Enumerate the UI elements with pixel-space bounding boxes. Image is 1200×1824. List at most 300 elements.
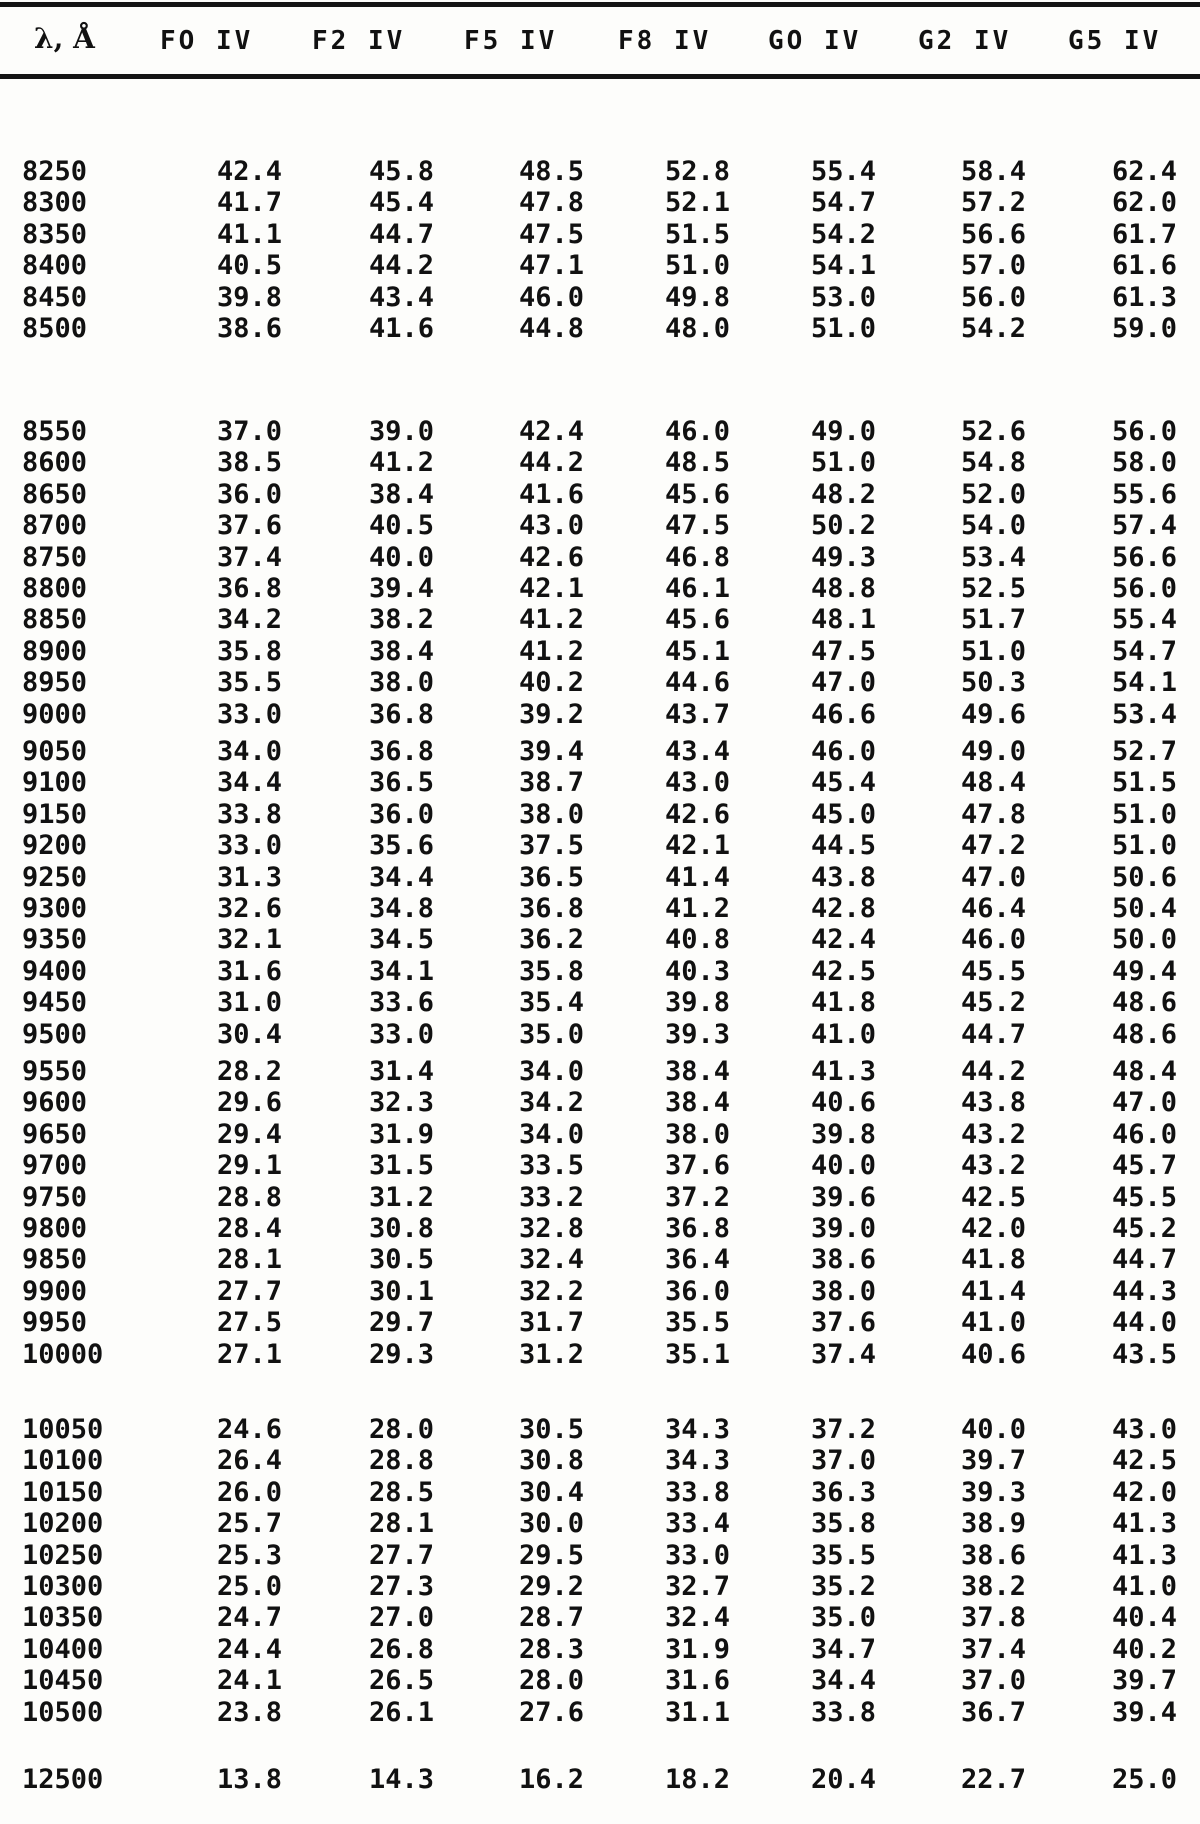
value-cell: 59.0 — [1111, 313, 1177, 344]
wavelength-cell: 10100 — [22, 1445, 104, 1477]
value-cell: 32.4 — [664, 1602, 730, 1634]
value-cell: 41.6 — [518, 478, 584, 510]
value-cell: 28.0 — [518, 1665, 584, 1697]
value-cell: 43.0 — [1111, 1414, 1177, 1445]
value-cell: 41.2 — [368, 447, 434, 479]
value-cell: 41.3 — [1111, 1508, 1177, 1540]
value-cell: 37.0 — [960, 1665, 1026, 1697]
value-cell: 29.1 — [216, 1150, 282, 1182]
table-row — [0, 1244, 1200, 1275]
value-cell: 31.9 — [368, 1118, 434, 1150]
value-cell: 46.6 — [810, 698, 876, 730]
value-cell: 42.1 — [518, 573, 584, 604]
value-cell: 37.5 — [518, 830, 584, 862]
value-cell: 41.4 — [664, 861, 730, 893]
value-cell: 44.8 — [518, 313, 584, 344]
value-cell: 33.0 — [216, 698, 282, 730]
header-wavelength: λ, Å — [34, 22, 95, 55]
header-f8-iv: F8 IV — [618, 26, 712, 56]
wavelength-cell: 9550 — [22, 1056, 88, 1087]
value-cell: 41.3 — [810, 1056, 876, 1087]
table-row — [0, 799, 1200, 830]
header-g5-iv: G5 IV — [1068, 26, 1162, 56]
value-cell: 34.4 — [368, 861, 434, 893]
value-cell: 31.6 — [216, 955, 282, 987]
wavelength-cell: 8600 — [22, 447, 88, 479]
value-cell: 47.0 — [960, 861, 1026, 893]
wavelength-cell: 9300 — [22, 893, 88, 924]
value-cell: 27.6 — [518, 1696, 584, 1728]
value-cell: 28.0 — [368, 1414, 434, 1445]
header-f0-iv: FO IV — [160, 26, 254, 56]
value-cell: 52.5 — [960, 573, 1026, 604]
value-cell: 25.0 — [216, 1571, 282, 1602]
value-cell: 47.2 — [960, 830, 1026, 862]
value-cell: 33.0 — [216, 830, 282, 862]
value-cell: 28.2 — [216, 1056, 282, 1087]
value-cell: 43.0 — [518, 510, 584, 542]
value-cell: 39.8 — [810, 1118, 876, 1150]
value-cell: 31.0 — [216, 987, 282, 1019]
value-cell: 54.2 — [810, 218, 876, 250]
value-cell: 25.7 — [216, 1508, 282, 1540]
value-cell: 30.8 — [368, 1213, 434, 1244]
wavelength-cell: 10500 — [22, 1696, 104, 1728]
value-cell: 41.8 — [810, 987, 876, 1019]
wavelength-cell: 9650 — [22, 1118, 88, 1150]
value-cell: 29.2 — [518, 1571, 584, 1602]
value-cell: 35.6 — [368, 830, 434, 862]
value-cell: 44.0 — [1111, 1307, 1177, 1339]
value-cell: 42.8 — [810, 893, 876, 924]
table-row — [0, 250, 1200, 281]
value-cell: 33.2 — [518, 1181, 584, 1213]
table-row — [0, 282, 1200, 313]
value-cell: 42.1 — [664, 830, 730, 862]
value-cell: 50.4 — [1111, 893, 1177, 924]
value-cell: 42.5 — [1111, 1445, 1177, 1477]
table-row — [0, 1602, 1200, 1633]
value-cell: 38.4 — [368, 478, 434, 510]
value-cell: 13.8 — [216, 1764, 282, 1795]
wavelength-cell: 10150 — [22, 1476, 104, 1508]
table-row — [0, 1540, 1200, 1571]
table-row — [0, 1571, 1200, 1602]
value-cell: 30.4 — [216, 1018, 282, 1050]
wavelength-cell: 9800 — [22, 1213, 88, 1244]
value-cell: 50.3 — [960, 667, 1026, 699]
value-cell: 37.2 — [664, 1181, 730, 1213]
value-cell: 34.2 — [216, 604, 282, 636]
value-cell: 35.8 — [518, 955, 584, 987]
value-cell: 50.0 — [1111, 924, 1177, 956]
table-row — [0, 1119, 1200, 1150]
value-cell: 45.5 — [960, 955, 1026, 987]
value-cell: 55.6 — [1111, 478, 1177, 510]
value-cell: 36.3 — [810, 1476, 876, 1508]
value-cell: 40.0 — [810, 1150, 876, 1182]
value-cell: 39.6 — [810, 1181, 876, 1213]
wavelength-cell: 9850 — [22, 1244, 88, 1276]
wavelength-cell: 9600 — [22, 1087, 88, 1119]
value-cell: 40.5 — [216, 250, 282, 282]
value-cell: 32.3 — [368, 1087, 434, 1119]
value-cell: 42.5 — [810, 955, 876, 987]
table-row — [0, 1665, 1200, 1696]
value-cell: 29.6 — [216, 1087, 282, 1119]
value-cell: 54.7 — [810, 187, 876, 219]
table-row — [0, 1307, 1200, 1338]
value-cell: 51.0 — [810, 447, 876, 479]
value-cell: 46.0 — [960, 924, 1026, 956]
value-cell: 42.4 — [810, 924, 876, 956]
value-cell: 55.4 — [810, 156, 876, 187]
value-cell: 34.2 — [518, 1087, 584, 1119]
value-cell: 37.0 — [216, 416, 282, 447]
value-cell: 16.2 — [518, 1764, 584, 1795]
table-row — [0, 699, 1200, 730]
value-cell: 27.7 — [216, 1275, 282, 1307]
value-cell: 22.7 — [960, 1764, 1026, 1795]
value-cell: 41.0 — [1111, 1571, 1177, 1602]
table-row — [0, 893, 1200, 924]
value-cell: 37.4 — [960, 1633, 1026, 1665]
value-cell: 36.8 — [664, 1213, 730, 1244]
value-cell: 38.9 — [960, 1508, 1026, 1540]
value-cell: 32.1 — [216, 924, 282, 956]
value-cell: 38.4 — [368, 635, 434, 667]
value-cell: 14.3 — [368, 1764, 434, 1795]
table-row — [0, 510, 1200, 541]
value-cell: 41.6 — [368, 313, 434, 344]
value-cell: 36.5 — [368, 767, 434, 799]
table-row — [0, 736, 1200, 767]
value-cell: 39.8 — [664, 987, 730, 1019]
table-row — [0, 604, 1200, 635]
value-cell: 50.6 — [1111, 861, 1177, 893]
value-cell: 34.0 — [518, 1118, 584, 1150]
value-cell: 57.0 — [960, 250, 1026, 282]
value-cell: 45.5 — [1111, 1181, 1177, 1213]
value-cell: 45.4 — [368, 187, 434, 219]
table-row — [0, 636, 1200, 667]
value-cell: 58.0 — [1111, 447, 1177, 479]
value-cell: 51.0 — [960, 635, 1026, 667]
value-cell: 49.8 — [664, 281, 730, 313]
value-cell: 36.7 — [960, 1696, 1026, 1728]
wavelength-cell: 10450 — [22, 1665, 104, 1697]
value-cell: 41.1 — [216, 218, 282, 250]
value-cell: 35.5 — [810, 1539, 876, 1571]
wavelength-cell: 8250 — [22, 156, 88, 187]
value-cell: 51.5 — [1111, 767, 1177, 799]
wavelength-cell: 8950 — [22, 667, 88, 699]
value-cell: 39.0 — [368, 416, 434, 447]
value-cell: 45.2 — [1111, 1213, 1177, 1244]
value-cell: 31.9 — [664, 1633, 730, 1665]
wavelength-cell: 8450 — [22, 281, 88, 313]
value-cell: 53.0 — [810, 281, 876, 313]
wavelength-cell: 8550 — [22, 416, 88, 447]
wavelength-cell: 8700 — [22, 510, 88, 542]
value-cell: 28.8 — [368, 1445, 434, 1477]
table-row — [0, 1339, 1200, 1370]
value-cell: 54.7 — [1111, 635, 1177, 667]
value-cell: 43.2 — [960, 1150, 1026, 1182]
value-cell: 24.4 — [216, 1633, 282, 1665]
value-cell: 36.0 — [368, 798, 434, 830]
value-cell: 28.4 — [216, 1213, 282, 1244]
value-cell: 36.8 — [368, 698, 434, 730]
value-cell: 46.4 — [960, 893, 1026, 924]
value-cell: 29.4 — [216, 1118, 282, 1150]
table-row — [0, 479, 1200, 510]
wavelength-cell: 10350 — [22, 1602, 104, 1634]
value-cell: 43.8 — [960, 1087, 1026, 1119]
value-cell: 42.0 — [1111, 1476, 1177, 1508]
value-cell: 34.0 — [216, 736, 282, 767]
value-cell: 32.7 — [664, 1571, 730, 1602]
value-cell: 34.3 — [664, 1445, 730, 1477]
value-cell: 45.0 — [810, 798, 876, 830]
value-cell: 40.6 — [960, 1338, 1026, 1370]
table-row — [0, 1087, 1200, 1118]
value-cell: 41.2 — [664, 893, 730, 924]
value-cell: 47.5 — [810, 635, 876, 667]
value-cell: 28.1 — [368, 1508, 434, 1540]
value-cell: 52.6 — [960, 416, 1026, 447]
table-row — [0, 219, 1200, 250]
value-cell: 51.0 — [1111, 830, 1177, 862]
value-cell: 26.4 — [216, 1445, 282, 1477]
value-cell: 37.0 — [810, 1445, 876, 1477]
value-cell: 33.8 — [810, 1696, 876, 1728]
value-cell: 34.4 — [216, 767, 282, 799]
value-cell: 42.6 — [664, 798, 730, 830]
value-cell: 30.0 — [518, 1508, 584, 1540]
wavelength-cell: 8800 — [22, 573, 88, 604]
value-cell: 38.0 — [664, 1118, 730, 1150]
value-cell: 41.2 — [518, 635, 584, 667]
value-cell: 41.8 — [960, 1244, 1026, 1276]
value-cell: 27.5 — [216, 1307, 282, 1339]
value-cell: 40.6 — [810, 1087, 876, 1119]
value-cell: 33.6 — [368, 987, 434, 1019]
value-cell: 45.6 — [664, 604, 730, 636]
value-cell: 44.7 — [368, 218, 434, 250]
value-cell: 42.0 — [960, 1213, 1026, 1244]
wavelength-cell: 8900 — [22, 635, 88, 667]
value-cell: 38.0 — [368, 667, 434, 699]
value-cell: 32.4 — [518, 1244, 584, 1276]
value-cell: 39.4 — [368, 573, 434, 604]
value-cell: 34.7 — [810, 1633, 876, 1665]
value-cell: 44.2 — [518, 447, 584, 479]
value-cell: 61.6 — [1111, 250, 1177, 282]
value-cell: 54.2 — [960, 313, 1026, 344]
table-row — [0, 156, 1200, 187]
value-cell: 24.6 — [216, 1414, 282, 1445]
value-cell: 58.4 — [960, 156, 1026, 187]
wavelength-cell: 9500 — [22, 1018, 88, 1050]
value-cell: 28.5 — [368, 1476, 434, 1508]
value-cell: 47.0 — [810, 667, 876, 699]
value-cell: 20.4 — [810, 1764, 876, 1795]
value-cell: 38.7 — [518, 767, 584, 799]
value-cell: 44.2 — [368, 250, 434, 282]
value-cell: 48.8 — [810, 573, 876, 604]
value-cell: 41.7 — [216, 187, 282, 219]
value-cell: 45.8 — [368, 156, 434, 187]
value-cell: 37.2 — [810, 1414, 876, 1445]
value-cell: 38.6 — [810, 1244, 876, 1276]
value-cell: 46.0 — [1111, 1118, 1177, 1150]
value-cell: 51.5 — [664, 218, 730, 250]
value-cell: 47.5 — [518, 218, 584, 250]
value-cell: 61.7 — [1111, 218, 1177, 250]
value-cell: 28.7 — [518, 1602, 584, 1634]
value-cell: 56.0 — [1111, 416, 1177, 447]
value-cell: 36.0 — [664, 1275, 730, 1307]
value-cell: 52.7 — [1111, 736, 1177, 767]
table-row — [0, 447, 1200, 478]
value-cell: 43.8 — [810, 861, 876, 893]
table-row — [0, 830, 1200, 861]
value-cell: 41.2 — [518, 604, 584, 636]
table-row — [0, 862, 1200, 893]
value-cell: 33.0 — [368, 1018, 434, 1050]
value-cell: 54.0 — [960, 510, 1026, 542]
wavelength-cell: 10200 — [22, 1508, 104, 1540]
value-cell: 40.0 — [960, 1414, 1026, 1445]
value-cell: 35.8 — [810, 1508, 876, 1540]
value-cell: 34.5 — [368, 924, 434, 956]
wavelength-cell: 10000 — [22, 1338, 104, 1370]
value-cell: 26.0 — [216, 1476, 282, 1508]
value-cell: 27.3 — [368, 1571, 434, 1602]
wavelength-cell: 9900 — [22, 1275, 88, 1307]
wavelength-cell: 9950 — [22, 1307, 88, 1339]
value-cell: 32.2 — [518, 1275, 584, 1307]
value-cell: 49.3 — [810, 541, 876, 573]
value-cell: 62.4 — [1111, 156, 1177, 187]
value-cell: 36.4 — [664, 1244, 730, 1276]
value-cell: 36.2 — [518, 924, 584, 956]
value-cell: 31.2 — [518, 1338, 584, 1370]
value-cell: 40.0 — [368, 541, 434, 573]
value-cell: 39.3 — [960, 1476, 1026, 1508]
table-row — [0, 573, 1200, 604]
value-cell: 40.4 — [1111, 1602, 1177, 1634]
value-cell: 35.0 — [810, 1602, 876, 1634]
value-cell: 38.6 — [960, 1539, 1026, 1571]
value-cell: 34.4 — [810, 1665, 876, 1697]
value-cell: 56.6 — [1111, 541, 1177, 573]
wavelength-cell: 9700 — [22, 1150, 88, 1182]
value-cell: 38.0 — [518, 798, 584, 830]
value-cell: 47.1 — [518, 250, 584, 282]
value-cell: 27.7 — [368, 1539, 434, 1571]
wavelength-cell: 9350 — [22, 924, 88, 956]
value-cell: 56.0 — [1111, 573, 1177, 604]
table-row — [0, 1056, 1200, 1087]
value-cell: 50.2 — [810, 510, 876, 542]
value-cell: 30.8 — [518, 1445, 584, 1477]
value-cell: 39.2 — [518, 698, 584, 730]
wavelength-cell: 10250 — [22, 1539, 104, 1571]
value-cell: 41.0 — [960, 1307, 1026, 1339]
value-cell: 36.0 — [216, 478, 282, 510]
wavelength-cell: 8850 — [22, 604, 88, 636]
value-cell: 41.3 — [1111, 1539, 1177, 1571]
value-cell: 30.4 — [518, 1476, 584, 1508]
header-f2-iv: F2 IV — [312, 26, 406, 56]
table-row — [0, 1508, 1200, 1539]
table-row — [0, 667, 1200, 698]
wavelength-cell: 9000 — [22, 698, 88, 730]
table-row — [0, 924, 1200, 955]
wavelength-cell: 9100 — [22, 767, 88, 799]
table-row — [0, 1276, 1200, 1307]
value-cell: 57.4 — [1111, 510, 1177, 542]
value-cell: 31.5 — [368, 1150, 434, 1182]
value-cell: 36.8 — [518, 893, 584, 924]
table-row — [0, 1150, 1200, 1181]
value-cell: 35.0 — [518, 1018, 584, 1050]
value-cell: 38.2 — [960, 1571, 1026, 1602]
value-cell: 42.4 — [216, 156, 282, 187]
value-cell: 35.5 — [216, 667, 282, 699]
value-cell: 39.4 — [518, 736, 584, 767]
value-cell: 40.8 — [664, 924, 730, 956]
wavelength-cell: 10400 — [22, 1633, 104, 1665]
value-cell: 44.7 — [960, 1018, 1026, 1050]
value-cell: 38.4 — [664, 1087, 730, 1119]
value-cell: 37.4 — [216, 541, 282, 573]
wavelength-cell: 9400 — [22, 955, 88, 987]
table-row — [0, 1445, 1200, 1476]
value-cell: 23.8 — [216, 1696, 282, 1728]
table-row — [0, 1414, 1200, 1445]
value-cell: 54.1 — [1111, 667, 1177, 699]
wavelength-cell: 8750 — [22, 541, 88, 573]
wavelength-cell: 8350 — [22, 218, 88, 250]
value-cell: 52.8 — [664, 156, 730, 187]
table-row — [0, 313, 1200, 344]
value-cell: 45.1 — [664, 635, 730, 667]
value-cell: 45.7 — [1111, 1150, 1177, 1182]
value-cell: 48.5 — [518, 156, 584, 187]
value-cell: 52.0 — [960, 478, 1026, 510]
value-cell: 45.2 — [960, 987, 1026, 1019]
value-cell: 37.8 — [960, 1602, 1026, 1634]
value-cell: 24.7 — [216, 1602, 282, 1634]
value-cell: 47.8 — [518, 187, 584, 219]
value-cell: 48.5 — [664, 447, 730, 479]
value-cell: 36.8 — [216, 573, 282, 604]
value-cell: 49.0 — [960, 736, 1026, 767]
value-cell: 34.0 — [518, 1056, 584, 1087]
value-cell: 27.0 — [368, 1602, 434, 1634]
value-cell: 48.4 — [1111, 1056, 1177, 1087]
value-cell: 54.1 — [810, 250, 876, 282]
value-cell: 31.7 — [518, 1307, 584, 1339]
value-cell: 46.1 — [664, 573, 730, 604]
table-row — [0, 187, 1200, 218]
value-cell: 25.3 — [216, 1539, 282, 1571]
value-cell: 49.0 — [810, 416, 876, 447]
table-row — [0, 1019, 1200, 1050]
